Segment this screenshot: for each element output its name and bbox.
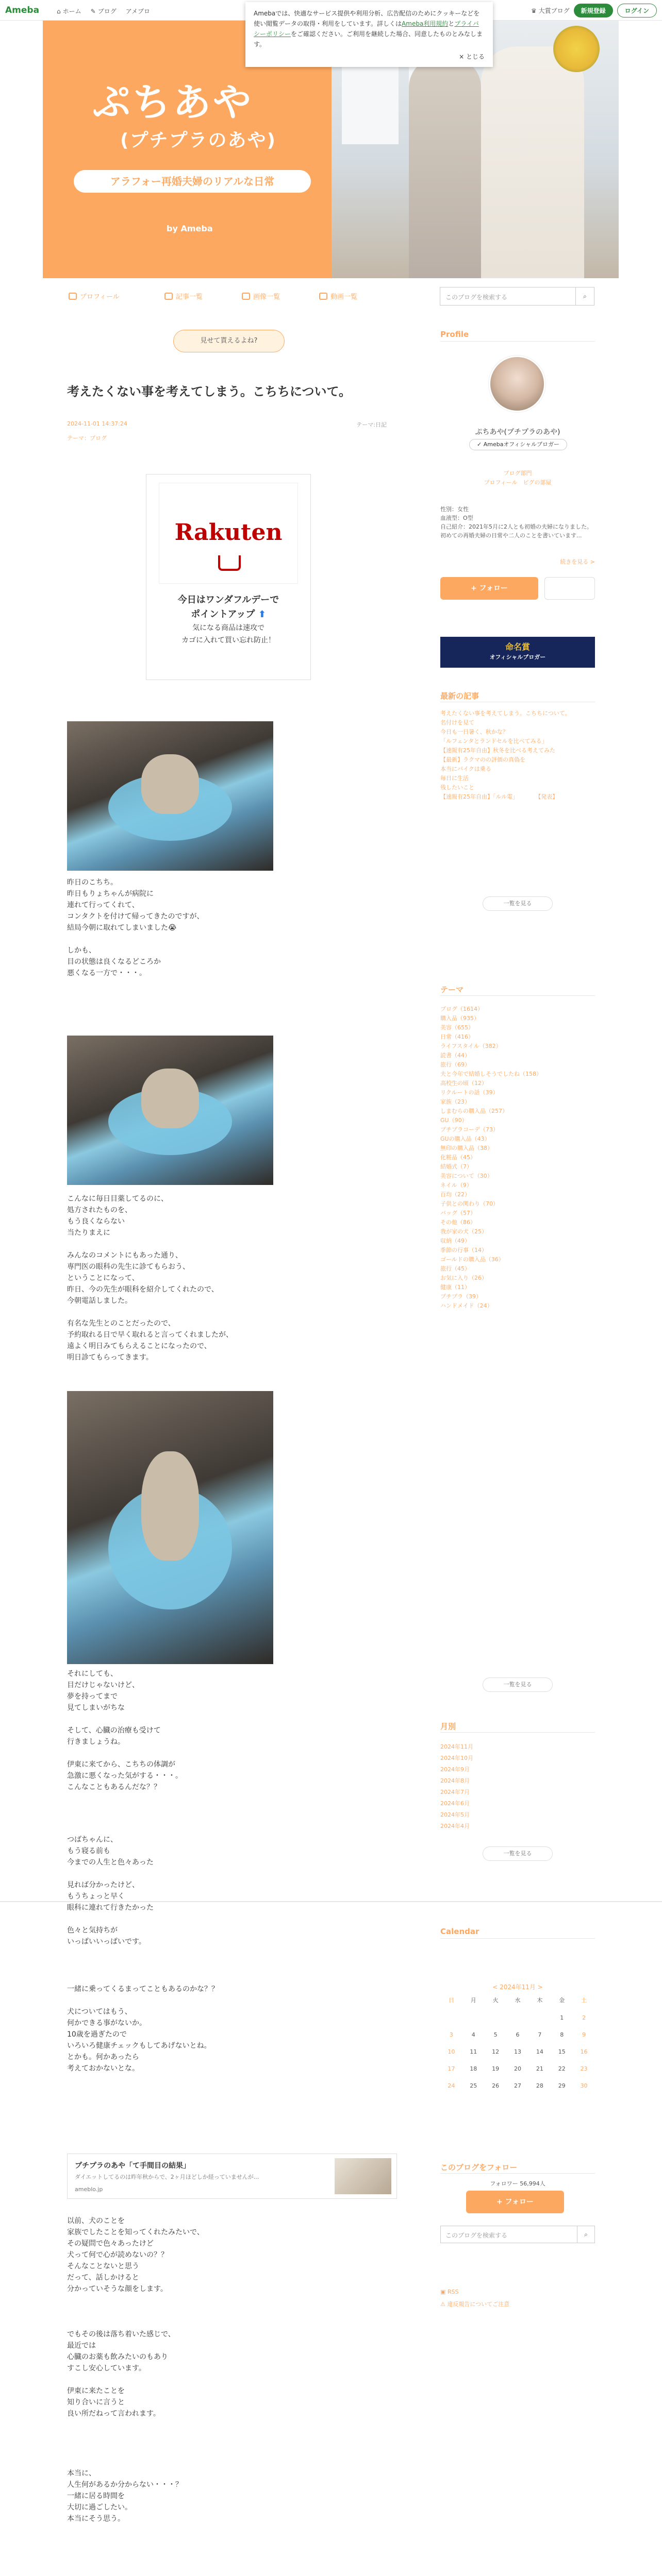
theme-item[interactable]: 旅行（69） [440, 1061, 470, 1068]
theme-item[interactable]: その他（86） [440, 1219, 476, 1226]
sidebar-search-placeholder: このブログを検索する [445, 2232, 508, 2239]
entry-paragraph-8: 本当に、 人生何があるか分からない・・・？ 一緒に居る時間を 大切に過ごしたい。 本当にそう思う。 [67, 2469, 183, 2523]
cart-icon [218, 555, 241, 571]
cookie-notice [245, 2, 493, 67]
terms-link[interactable]: Ameba利用規約 [402, 20, 449, 27]
nav-entries-label: 記事一覧 [176, 293, 203, 301]
check-icon: ✓ [476, 441, 482, 448]
calendar-day[interactable]: 29 [558, 2082, 566, 2089]
calendar-day[interactable]: 26 [492, 2082, 500, 2089]
calendar-day[interactable]: 30 [580, 2082, 588, 2089]
home-icon: ⌂ [57, 7, 61, 15]
rss-icon: ▣ [440, 2289, 446, 2295]
theme-list [440, 1005, 595, 1311]
dog-head [141, 1069, 199, 1128]
link-card-site: ameblo.jp [75, 2186, 103, 2193]
theme-item[interactable]: プチプラコーデ（73） [440, 1126, 499, 1133]
recent-item[interactable]: 【速報有25年自由】「ルル電」 【発表】 [440, 793, 558, 800]
calendar-day[interactable]: 13 [514, 2048, 521, 2055]
top-right-actions [531, 4, 657, 18]
entry-paragraph-5: 一緒に乗ってくるまってこともあるのかな？？ 犬についてはもう、 何かできる事がないか。 10歳を過ぎたので いろいろ健康チェックもしてあげないとね。 とかも。何かあったら 考えておかないとな。 [67, 1985, 219, 2073]
sidebar-search-input[interactable] [440, 2226, 595, 2243]
recent-item[interactable]: 残したいこと [440, 784, 474, 791]
entry-paragraph-3: それにしても、 目だけじゃないけど、 夢を持ってまで 見てしまいがちな そして、心臓の治療も受けて 行きましょうね。 伊東に来てから、こちちの体調が 急激に悪くなった気がする・・・。 こんなこともあるんだな？？ [67, 1670, 183, 1791]
theme-item[interactable]: 子供との関わり（70） [440, 1200, 499, 1207]
calendar-day [440, 2014, 462, 2021]
theme-item[interactable]: GU（90） [440, 1117, 468, 1124]
dog-photo-2[interactable] [67, 1036, 273, 1185]
calendar-weekday: 火 [492, 1997, 499, 2004]
report-link[interactable] [440, 2300, 509, 2308]
login-button[interactable]: ログイン [617, 4, 657, 18]
entry-paragraph-2: こんなに毎日目薬してるのに、 処方されたものを、 もう良くならない 当たりまえに みんなのコメントにもあった通り、 専門医の眼科の先生に診てもらおう、 ということになって、 昨日、今の先生が眼科を紹介してくれたので、 今朝電話しました。 有名な先生とのことだったので、 予約取れる日で早く取れると言ってくれましたが、 遠よく明日みてもらえることになったので、 明日診てもらってきます。 [67, 1195, 233, 1362]
sidebar-divider [440, 995, 595, 996]
rakuten-line-2 [146, 607, 310, 622]
calendar-day[interactable]: 23 [580, 2065, 588, 2072]
award-banner-line-1: 命名賞 [505, 642, 530, 652]
top-nav-home[interactable]: ⌂ ホーム [57, 7, 81, 15]
theme-item[interactable]: 収納（49） [440, 1238, 470, 1244]
month-item[interactable]: 2024年4月 [440, 1823, 470, 1829]
cookie-notice-text-end: をご確認ください。ご利用を継続した場合、同意したものとみなします。 [254, 30, 483, 48]
nav-entries[interactable] [164, 291, 203, 301]
register-button[interactable]: 新規登録 [574, 4, 613, 18]
theme-item[interactable]: 高校生の頃（12） [440, 1080, 487, 1087]
calendar-day[interactable]: 15 [558, 2048, 566, 2055]
theme-item[interactable]: GUの購入品（43） [440, 1136, 490, 1142]
banner-tagline: アラフォー再婚夫婦のリアルな日常 [74, 170, 311, 193]
rss-link[interactable] [440, 2289, 459, 2295]
blog-link-card[interactable] [67, 2154, 397, 2199]
theme-item[interactable]: ネイル（9） [440, 1182, 472, 1189]
dog-head [141, 754, 199, 814]
recent-list [440, 709, 595, 802]
award-blog-link[interactable]: ♛ 大賞ブログ [531, 7, 570, 14]
calendar-grid [440, 1996, 595, 2089]
cookie-notice-and: と [448, 20, 455, 27]
calendar-day[interactable]: 16 [580, 2048, 588, 2055]
rakuten-point-up: ポイントアップ [191, 609, 255, 620]
award-banner-line-2: オフィシャルブロガー [489, 654, 546, 660]
rakuten-line-3: 気になる商品は速攻で [192, 624, 264, 632]
calendar-day [528, 2014, 551, 2021]
profile-heading: Profile [440, 330, 469, 339]
search-icon[interactable]: ⌕ [577, 2226, 594, 2243]
award-banner[interactable] [440, 637, 595, 668]
theme-item[interactable]: 結婚式（7） [440, 1163, 472, 1170]
theme-item[interactable]: 美容について（30） [440, 1173, 493, 1179]
banner-title: ぷちあや [92, 80, 253, 125]
entry-theme-right[interactable]: テーマ:日記 [356, 421, 387, 428]
section-divider [0, 1901, 662, 1902]
theme-item[interactable]: ブログ（1614） [440, 1006, 483, 1012]
profile-description: 性別：女性 血液型：O型 自己紹介：2021年5月に2人とも初婚の夫婦になりました。初めての再婚夫婦の日常や二人のことを書いています... [440, 506, 592, 539]
search-icon[interactable]: ⌕ [575, 287, 594, 305]
rakuten-ad[interactable] [146, 474, 311, 680]
link-card-title: プチプラのあや「て手間目の結果」 [75, 2162, 190, 2170]
groom-figure [409, 57, 481, 278]
entry-date: 2024-11-01 14:37:24 [67, 420, 127, 427]
calendar-day[interactable]: 25 [470, 2082, 477, 2089]
theme-item[interactable]: 美容（655） [440, 1024, 474, 1031]
cookie-notice-text: Amebaでは、快適なサービス提供や利用分析、広告配信のためにクッキーなどを使い閲覧データの取得・利用をしています。詳しくは [254, 10, 480, 27]
link-card-thumbnail [335, 2158, 391, 2194]
privacy-link[interactable]: プライバシーポリシー [254, 20, 479, 38]
recent-item[interactable]: 考えたくない事を考えてしまう。こちちについて。 [440, 710, 571, 717]
month-item[interactable]: 2024年9月 [440, 1766, 470, 1773]
theme-item[interactable]: ライフスタイル（382） [440, 1043, 502, 1049]
calendar-day[interactable]: 14 [536, 2048, 543, 2055]
entry-paragraph-1: 昨日のこちち。 昨日もりょちゃんが病院に 連れて行ってくれて、 コンタクトを付けて帰ってきたのですが、 結局今朝に取れてしまいました😭 しかも、 目の状態は良くなるどころか 悪くなる一方で・・・。 [67, 878, 204, 977]
blog-search-input[interactable] [440, 287, 594, 306]
cookie-close-button[interactable]: × とじる [459, 53, 485, 60]
month-item[interactable]: 2024年10月 [440, 1755, 473, 1761]
avatar[interactable] [489, 355, 545, 412]
calendar-day[interactable]: 18 [470, 2065, 477, 2072]
calendar-weekday: 木 [537, 1997, 543, 2004]
nav-images-label: 画像一覧 [253, 293, 280, 301]
warning-icon: ⚠ [440, 2301, 445, 2308]
calendar-weekday: 日 [448, 1997, 454, 2004]
banner-subtitle: (プチプラのあや) [120, 130, 276, 151]
recent-item[interactable]: 名付けを見て [440, 719, 474, 726]
calendar-day[interactable]: 20 [514, 2065, 521, 2072]
calendar-day[interactable]: 7 [538, 2031, 542, 2038]
recent-item[interactable]: 【速報有25年自由】秋冬を比べる考えてみた [440, 747, 555, 754]
recent-item[interactable]: 本当にバイクは乗る [440, 766, 491, 772]
theme-item[interactable]: 我が家の犬（25） [440, 1228, 487, 1235]
sidebar-divider [440, 341, 595, 342]
calendar-day[interactable]: 4 [471, 2031, 475, 2038]
calendar-day[interactable]: 22 [558, 2065, 566, 2072]
banner-brand: by Ameba [167, 224, 213, 233]
bouquet-icon [553, 26, 600, 72]
sidebar-divider [440, 1732, 595, 1733]
dog-photo-1[interactable] [67, 721, 273, 871]
theme-item[interactable]: プチプラ（39） [440, 1293, 482, 1300]
list-icon [164, 293, 173, 300]
report-label: 違反報告についてご注意 [447, 2301, 510, 2308]
calendar-day[interactable]: 27 [514, 2082, 521, 2089]
theme-item[interactable]: 百均（22） [440, 1191, 470, 1198]
entry-paragraph-4: つばちゃんに、 もう寝る前も 今までの人生と色々あった 見れば分かったけど、 もうちょっと早く 眼科に連れて行きたかった 色々と気持ちが いっぱいいっぱいです。 [67, 1836, 154, 1946]
nav-profile[interactable] [69, 291, 120, 301]
calendar-weekday: 金 [559, 1997, 565, 2004]
calendar-day[interactable]: 24 [448, 2082, 455, 2089]
rakuten-text [146, 593, 310, 622]
entry-theme-link[interactable]: テーマ：ブログ [67, 435, 107, 442]
nav-images[interactable] [242, 291, 280, 301]
calendar-day [462, 2014, 485, 2021]
rakuten-logo-box [159, 483, 298, 584]
rakuten-line-4: カゴに入れて買い忘れ防止！ [181, 636, 275, 645]
theme-item[interactable]: お気に入り（26） [440, 1275, 487, 1281]
recent-heading: 最新の記事 [440, 691, 479, 701]
theme-item[interactable]: 無印の購入品（38） [440, 1145, 493, 1151]
up-arrow-icon: ⬆ [258, 609, 266, 620]
calendar-weekday: 月 [470, 1997, 476, 2004]
calendar-day[interactable]: 21 [536, 2065, 543, 2072]
entry-title[interactable]: 考えたくない事を考えてしまう。こちちについて。 [67, 384, 352, 399]
sidebar-divider [440, 1938, 595, 1939]
profile-icon [69, 293, 77, 300]
theme-heading: テーマ [440, 985, 464, 994]
recent-more-button[interactable]: 一覧を見る [483, 896, 553, 911]
month-item[interactable]: 2024年11月 [440, 1743, 473, 1750]
rakuten-logo: Rakuten [174, 519, 283, 546]
calendar-day[interactable]: 8 [560, 2031, 564, 2038]
nav-videos[interactable] [319, 291, 357, 301]
video-icon [319, 293, 327, 300]
pencil-icon: ✎ [90, 7, 96, 15]
theme-item[interactable]: 旅行（45） [440, 1265, 470, 1272]
month-item[interactable]: 2024年7月 [440, 1789, 470, 1795]
month-heading: 月別 [440, 1722, 456, 1731]
recent-item[interactable]: 毎日に生活 [440, 775, 469, 782]
recent-item[interactable]: 「ルフェンタとランドセルを比べてみる」 [440, 738, 548, 744]
theme-item[interactable]: 化粧品（45） [440, 1154, 476, 1161]
theme-item[interactable]: バッグ（57） [440, 1210, 476, 1216]
nav-profile-label: プロフィール [80, 293, 120, 301]
theme-item[interactable]: ハンドメイド（24） [440, 1302, 493, 1309]
month-more-button[interactable]: 一覧を見る [483, 1846, 553, 1861]
rakuten-subtext [146, 622, 310, 647]
theme-item[interactable]: 健康（11） [440, 1284, 470, 1291]
calendar-heading: Calendar [440, 1927, 479, 1936]
camera-icon [242, 293, 250, 300]
calendar-day[interactable]: 28 [536, 2082, 543, 2089]
calendar-month[interactable]: < 2024年11月 > [492, 1984, 543, 1991]
calendar-day [485, 2014, 507, 2021]
entry-paragraph-6: 以前、犬のことを 家族でしたことを知ってくれたみたいで、 その疑問で色々あったけど 犬って何で心が読めないの？？ そんなことないと思う だって、話しかけると 分かっていそうな顔をします。 [67, 2217, 204, 2293]
entry-top-button[interactable]: 見せて貰えるよね? [173, 330, 285, 352]
follow-button-2[interactable]: + フォロー [466, 2191, 564, 2213]
theme-more-button[interactable]: 一覧を見る [483, 1677, 553, 1692]
month-item[interactable]: 2024年6月 [440, 1800, 470, 1807]
calendar-weekday: 土 [581, 1997, 587, 2004]
entry-paragraph-7: でもその後は落ち着いた感じで、 最近では 心臓のお薬も飲みたいのもあり すこし安心しています。 伊東に来たことを 知り合いに言うと 良い所だねって言われます。 [67, 2330, 175, 2418]
profile-more-link[interactable]: 続きを見る > [560, 558, 595, 565]
official-badge [469, 439, 567, 450]
crown-icon: ♛ [531, 7, 537, 14]
follower-count: フォロワー 56,994人 [490, 2180, 545, 2187]
theme-item[interactable]: 日常（416） [440, 1033, 474, 1040]
official-badge-text: Amebaオフィシャルブロガー [483, 441, 560, 448]
calendar-day [507, 2014, 529, 2021]
calendar-day[interactable]: 17 [448, 2065, 455, 2072]
calendar-day[interactable]: 9 [582, 2031, 586, 2038]
calendar-day[interactable]: 1 [560, 2014, 564, 2021]
follow-menu-button[interactable] [544, 577, 595, 600]
recent-item[interactable]: 今日も一日暑く、秋かな？ [440, 728, 508, 735]
ameba-logo[interactable]: Ameba [5, 5, 40, 15]
rakuten-line-1: 今日はワンダフルデーで [177, 595, 279, 605]
theme-item[interactable]: 読書（44） [440, 1052, 470, 1059]
entry-meta [67, 420, 387, 427]
calendar-day[interactable]: 3 [449, 2031, 453, 2038]
calendar-day[interactable]: 11 [470, 2048, 477, 2055]
theme-item[interactable]: リクルートの話（39） [440, 1089, 499, 1096]
link-card-desc: ダイエットしてるのは昨年秋からで、2ヶ月ほどしか経っていませんが... [75, 2174, 259, 2180]
month-list [440, 1741, 595, 1832]
theme-item[interactable]: 夫と今年で結婚しそうでしたね（158） [440, 1071, 542, 1077]
profile-links[interactable]: ブログ部門 プロフィール ピグの部屋 [484, 470, 552, 486]
calendar-day[interactable]: 12 [492, 2048, 500, 2055]
follower-heading: このブログをフォロー [440, 2163, 518, 2172]
dog-head [141, 1451, 199, 1561]
profile-name[interactable]: ぷちあや(プチプラのあや) [475, 428, 560, 436]
top-nav-blog[interactable]: ✎ ブログ [90, 7, 117, 15]
nav-videos-label: 動画一覧 [330, 293, 358, 301]
theme-item[interactable]: 家族（23） [440, 1098, 470, 1105]
blog-nav [43, 285, 619, 308]
search-placeholder: このブログを検索する [445, 294, 508, 301]
sidebar-divider [440, 2173, 595, 2174]
recent-item[interactable]: 【最新】ラクマのの評価の真偽を [440, 756, 525, 763]
rss-label: RSS [447, 2289, 459, 2295]
theme-item[interactable]: しまむらの購入品（257） [440, 1108, 508, 1114]
follow-button[interactable]: + フォロー [440, 577, 538, 600]
top-nav-ameblo[interactable]: アメブロ [125, 8, 150, 15]
calendar-day[interactable]: 19 [492, 2065, 500, 2072]
calendar-weekday: 水 [515, 1997, 521, 2004]
calendar-day[interactable]: 6 [516, 2031, 520, 2038]
top-nav [57, 7, 150, 15]
calendar-day[interactable]: 2 [582, 2014, 586, 2021]
month-item[interactable]: 2024年5月 [440, 1811, 470, 1818]
theme-item[interactable]: ゴールドの購入品（36） [440, 1256, 504, 1263]
calendar-day[interactable]: 5 [493, 2031, 498, 2038]
theme-item[interactable]: 購入品（935） [440, 1015, 479, 1022]
month-item[interactable]: 2024年8月 [440, 1777, 470, 1784]
theme-item[interactable]: 季節の行事（14） [440, 1247, 487, 1253]
dog-photo-3[interactable] [67, 1391, 273, 1664]
calendar-day[interactable]: 10 [448, 2048, 455, 2055]
bride-figure [481, 46, 584, 278]
